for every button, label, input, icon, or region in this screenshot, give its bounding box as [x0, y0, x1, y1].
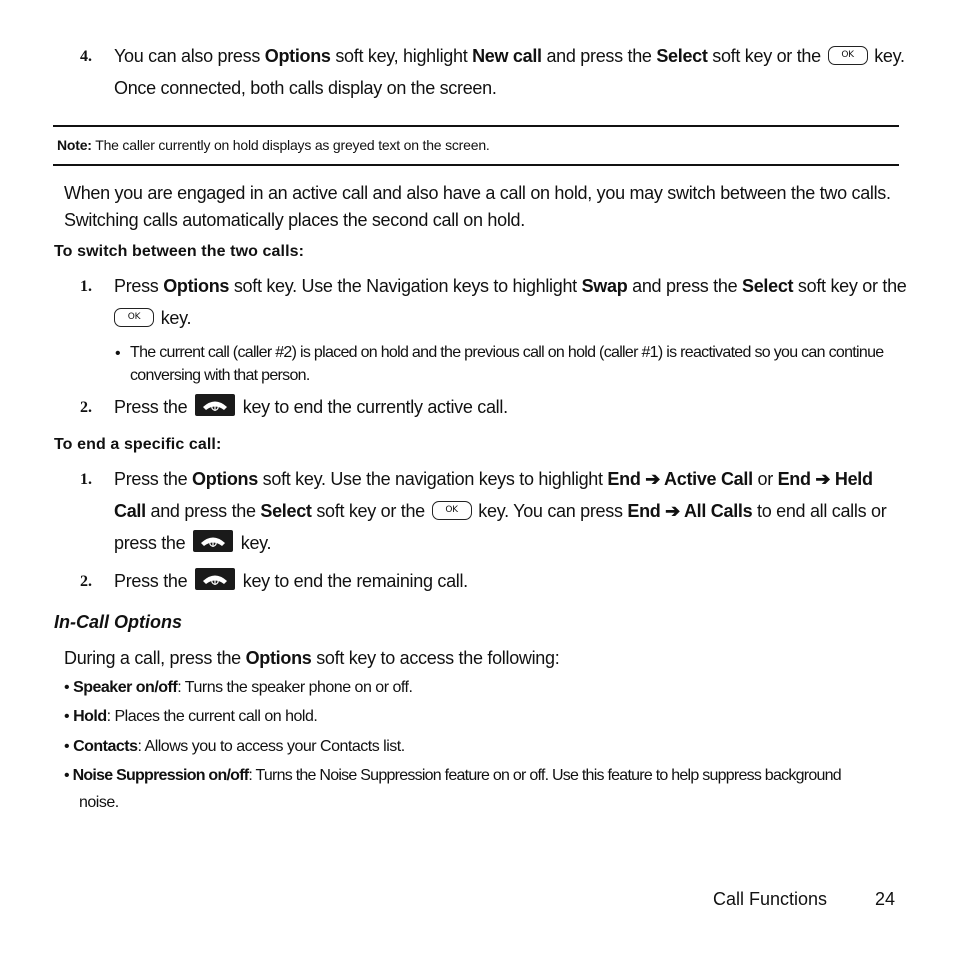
- note-label: Note:: [57, 137, 92, 153]
- intro-line1: When you are engaged in an active call and also have a call on hold, you may switch between the two calls.: [64, 183, 891, 203]
- bullet-marker: •: [64, 679, 70, 696]
- call-term: Call: [114, 501, 146, 521]
- text: soft key to access the following:: [311, 648, 560, 668]
- text: and press the: [541, 46, 657, 66]
- option-desc: : Allows you to access your Contacts list.: [137, 738, 405, 755]
- text: soft key or the: [707, 46, 826, 66]
- swap-term: Swap: [581, 276, 628, 296]
- text: Press the: [114, 469, 193, 489]
- new-call-term: New call: [472, 46, 542, 66]
- select-term: Select: [260, 501, 312, 521]
- ok-key-icon: OK: [828, 46, 868, 65]
- text: During a call, press the: [64, 648, 246, 668]
- options-term: Options: [245, 648, 312, 668]
- ok-key-icon: OK: [432, 501, 472, 520]
- switch-step1-line2: [112, 308, 191, 329]
- end-key-icon: [195, 568, 235, 590]
- note: [57, 137, 490, 153]
- step4-line2: Once connected, both calls display on the screen.: [114, 78, 497, 98]
- text: press the: [114, 533, 191, 553]
- footer-section: Call Functions: [713, 889, 828, 909]
- select-term: Select: [742, 276, 794, 296]
- step-number: 1.: [80, 471, 92, 488]
- select-term: Select: [656, 46, 708, 66]
- list-item-continuation: noise.: [79, 794, 119, 811]
- note-bottom-rule: [53, 164, 899, 166]
- option-term: Contacts: [73, 738, 138, 755]
- end-heading: To end a specific call:: [54, 436, 222, 453]
- step4-line1: [114, 46, 905, 67]
- text: or: [752, 469, 778, 489]
- switch-heading: To switch between the two calls:: [54, 243, 305, 260]
- bullet-marker: •: [115, 345, 121, 362]
- ok-key-icon: OK: [114, 308, 154, 327]
- text: key. You can press: [473, 501, 628, 521]
- step-number: 2.: [80, 399, 92, 416]
- step-number: 1.: [80, 278, 92, 295]
- incall-heading: In-Call Options: [54, 612, 182, 632]
- end-all-calls-term: End ➔ All Calls: [627, 501, 753, 521]
- switch-step2-line: [114, 397, 508, 419]
- incall-intro: [64, 648, 559, 669]
- bullet-marker: •: [64, 708, 70, 725]
- note-top-rule: [53, 125, 899, 127]
- list-item: [64, 767, 841, 785]
- switch-bullet-line2: conversing with that person.: [130, 367, 310, 384]
- option-term: Hold: [73, 708, 107, 725]
- text: key.: [156, 308, 192, 328]
- option-desc: : Turns the Noise Suppression feature on or off. Use this feature to help suppress background: [248, 767, 841, 784]
- text: key to end the currently active call.: [238, 397, 508, 417]
- text: key.: [869, 46, 905, 66]
- list-item: [64, 738, 405, 756]
- text: to end all calls or: [752, 501, 887, 521]
- end-step2-line: [114, 571, 468, 593]
- option-desc: : Turns the speaker phone on or off.: [177, 679, 413, 696]
- option-term: Speaker on/off: [73, 679, 178, 696]
- text: soft key. Use the navigation keys to highlight: [257, 469, 608, 489]
- options-term: Options: [163, 276, 230, 296]
- text: Press the: [114, 571, 193, 591]
- text: and press the: [145, 501, 261, 521]
- intro-line2: Switching calls automatically places the second call on hold.: [64, 210, 525, 230]
- text: You can also press: [114, 46, 265, 66]
- step-number: 4.: [80, 48, 92, 65]
- options-term: Options: [192, 469, 258, 489]
- end-active-call-term: End ➔ Active Call: [607, 469, 753, 489]
- end-step1-line3: [114, 533, 271, 555]
- text: key.: [236, 533, 272, 553]
- text: soft key or the: [311, 501, 430, 521]
- end-held-term: End ➔ Held: [777, 469, 873, 489]
- note-text: The caller currently on hold displays as greyed text on the screen.: [91, 137, 490, 153]
- text: soft key. Use the Navigation keys to highlight: [229, 276, 582, 296]
- end-step1-line2: [114, 501, 886, 522]
- text: Press the: [114, 397, 193, 417]
- switch-step1-line1: [114, 276, 907, 297]
- step-number: 2.: [80, 573, 92, 590]
- text: key to end the remaining call.: [238, 571, 468, 591]
- text: and press the: [627, 276, 742, 296]
- bullet-marker: •: [64, 738, 70, 755]
- page-number: 24: [875, 889, 896, 909]
- bullet-marker: •: [64, 767, 69, 784]
- list-item: [64, 679, 412, 697]
- option-desc: : Places the current call on hold.: [106, 708, 318, 725]
- options-term: Options: [264, 46, 331, 66]
- text: soft key or the: [793, 276, 907, 296]
- text: soft key, highlight: [330, 46, 473, 66]
- option-term: Noise Suppression on/off: [72, 767, 249, 784]
- text: Press: [114, 276, 164, 296]
- end-step1-line1: [114, 469, 873, 490]
- switch-bullet-line1: The current call (caller #2) is placed on hold and the previous call on hold (caller #1) is reactivated so you can continue: [130, 344, 884, 361]
- list-item: [64, 708, 317, 726]
- end-key-icon: [195, 394, 235, 416]
- end-key-icon: [193, 530, 233, 552]
